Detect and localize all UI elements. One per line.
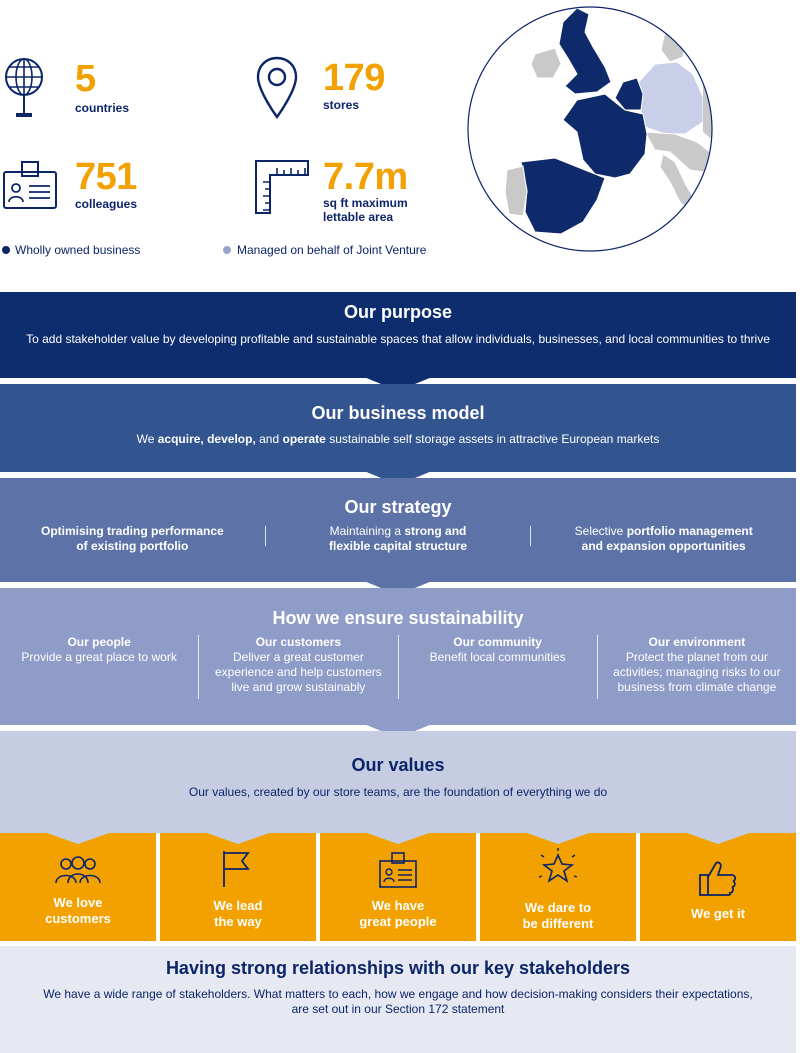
values-arrow xyxy=(204,832,272,844)
legend-jv-label: Managed on behalf of Joint Venture xyxy=(237,243,427,257)
values-arrow xyxy=(44,832,112,844)
strategy-title: Our strategy xyxy=(344,497,452,517)
value-tile-label: We love customers xyxy=(45,895,111,926)
value-tile-people xyxy=(320,833,476,941)
key-stats xyxy=(0,0,800,290)
stakeholders-text: We have a wide range of stakeholders. What matters to each, how we engage and how decision-making considers their expectations, are set out in our Section 172 statement xyxy=(43,987,753,1016)
value-tile-lead xyxy=(160,833,316,941)
sustainability-columns xyxy=(0,635,796,699)
strategy-columns xyxy=(0,524,796,558)
values-arrow xyxy=(524,832,592,844)
purpose-text: To add stakeholder value by developing profitable and sustainable spaces that allow individuals, businesses, and local communities to thrive xyxy=(26,332,770,346)
value-tile-get-it xyxy=(640,833,796,941)
value-tile-customers xyxy=(0,833,156,941)
thumbs-up-icon xyxy=(698,859,738,897)
values-band xyxy=(0,731,796,833)
values-arrow xyxy=(364,832,432,844)
value-tile-label: We get it xyxy=(691,906,745,921)
purpose-title: Our purpose xyxy=(343,302,452,322)
stakeholders-title: Having strong relationships with our key stakeholders xyxy=(165,958,631,978)
colleagues-value: 751 xyxy=(75,156,137,198)
values-arrow xyxy=(684,832,752,844)
values-tiles xyxy=(0,833,796,941)
star-icon xyxy=(536,847,580,889)
area-value: 7.7m xyxy=(323,156,408,198)
stakeholders-band xyxy=(0,946,796,1053)
purpose-band xyxy=(0,292,796,378)
colleagues-label: colleagues xyxy=(75,197,138,211)
stores-label: stores xyxy=(323,98,360,112)
business-model-text: We acquire, develop, and operate sustainable self storage assets in attractive European markets xyxy=(136,432,660,446)
globe-icon xyxy=(3,55,45,130)
id-badge-icon xyxy=(378,851,418,889)
value-tile-label: We lead the way xyxy=(213,898,263,929)
countries-label: countries xyxy=(75,101,130,115)
strategy-item-capital: Maintaining a strong and flexible capital structure xyxy=(328,524,468,553)
values-title: Our values xyxy=(351,755,445,775)
area-label-line1: sq ft maximum xyxy=(323,196,408,210)
people-icon xyxy=(53,855,103,887)
strategy-item-trading: Optimising trading performance of existing portfolio xyxy=(40,524,224,553)
sustainability-item-community: Our community Benefit local communities xyxy=(429,635,566,664)
legend-jv-dot xyxy=(223,246,231,254)
stores-value: 179 xyxy=(323,57,385,99)
sustainability-item-people: Our people Provide a great place to work xyxy=(21,635,177,664)
ruler-icon xyxy=(253,158,311,221)
business-model-band xyxy=(0,384,796,472)
value-tile-label: We have great people xyxy=(359,898,437,929)
area-label-line2: lettable area xyxy=(323,210,394,224)
legend-owned-label: Wholly owned business xyxy=(15,243,141,257)
map-pin-icon xyxy=(254,55,300,130)
europe-map xyxy=(465,2,715,261)
business-model-title: Our business model xyxy=(311,403,485,423)
legend-owned-dot xyxy=(2,246,10,254)
sustainability-item-environment: Our environment Protect the planet from our activities; managing risks to our business from climate change xyxy=(613,635,781,694)
value-tile-different xyxy=(480,833,636,941)
flag-icon xyxy=(220,849,256,889)
id-badge-icon xyxy=(2,158,58,219)
values-text: Our values, created by our store teams, are the foundation of everything we do xyxy=(188,785,608,799)
sustainability-item-customers: Our customers Deliver a great customer experience and help customers live and grow sustainably xyxy=(214,635,382,694)
value-tile-label: We dare to be different xyxy=(522,900,594,931)
strategy-item-portfolio: Selective portfolio management and expansion opportunities xyxy=(574,524,753,553)
countries-value: 5 xyxy=(75,58,96,100)
sustainability-title: How we ensure sustainability xyxy=(272,608,524,628)
